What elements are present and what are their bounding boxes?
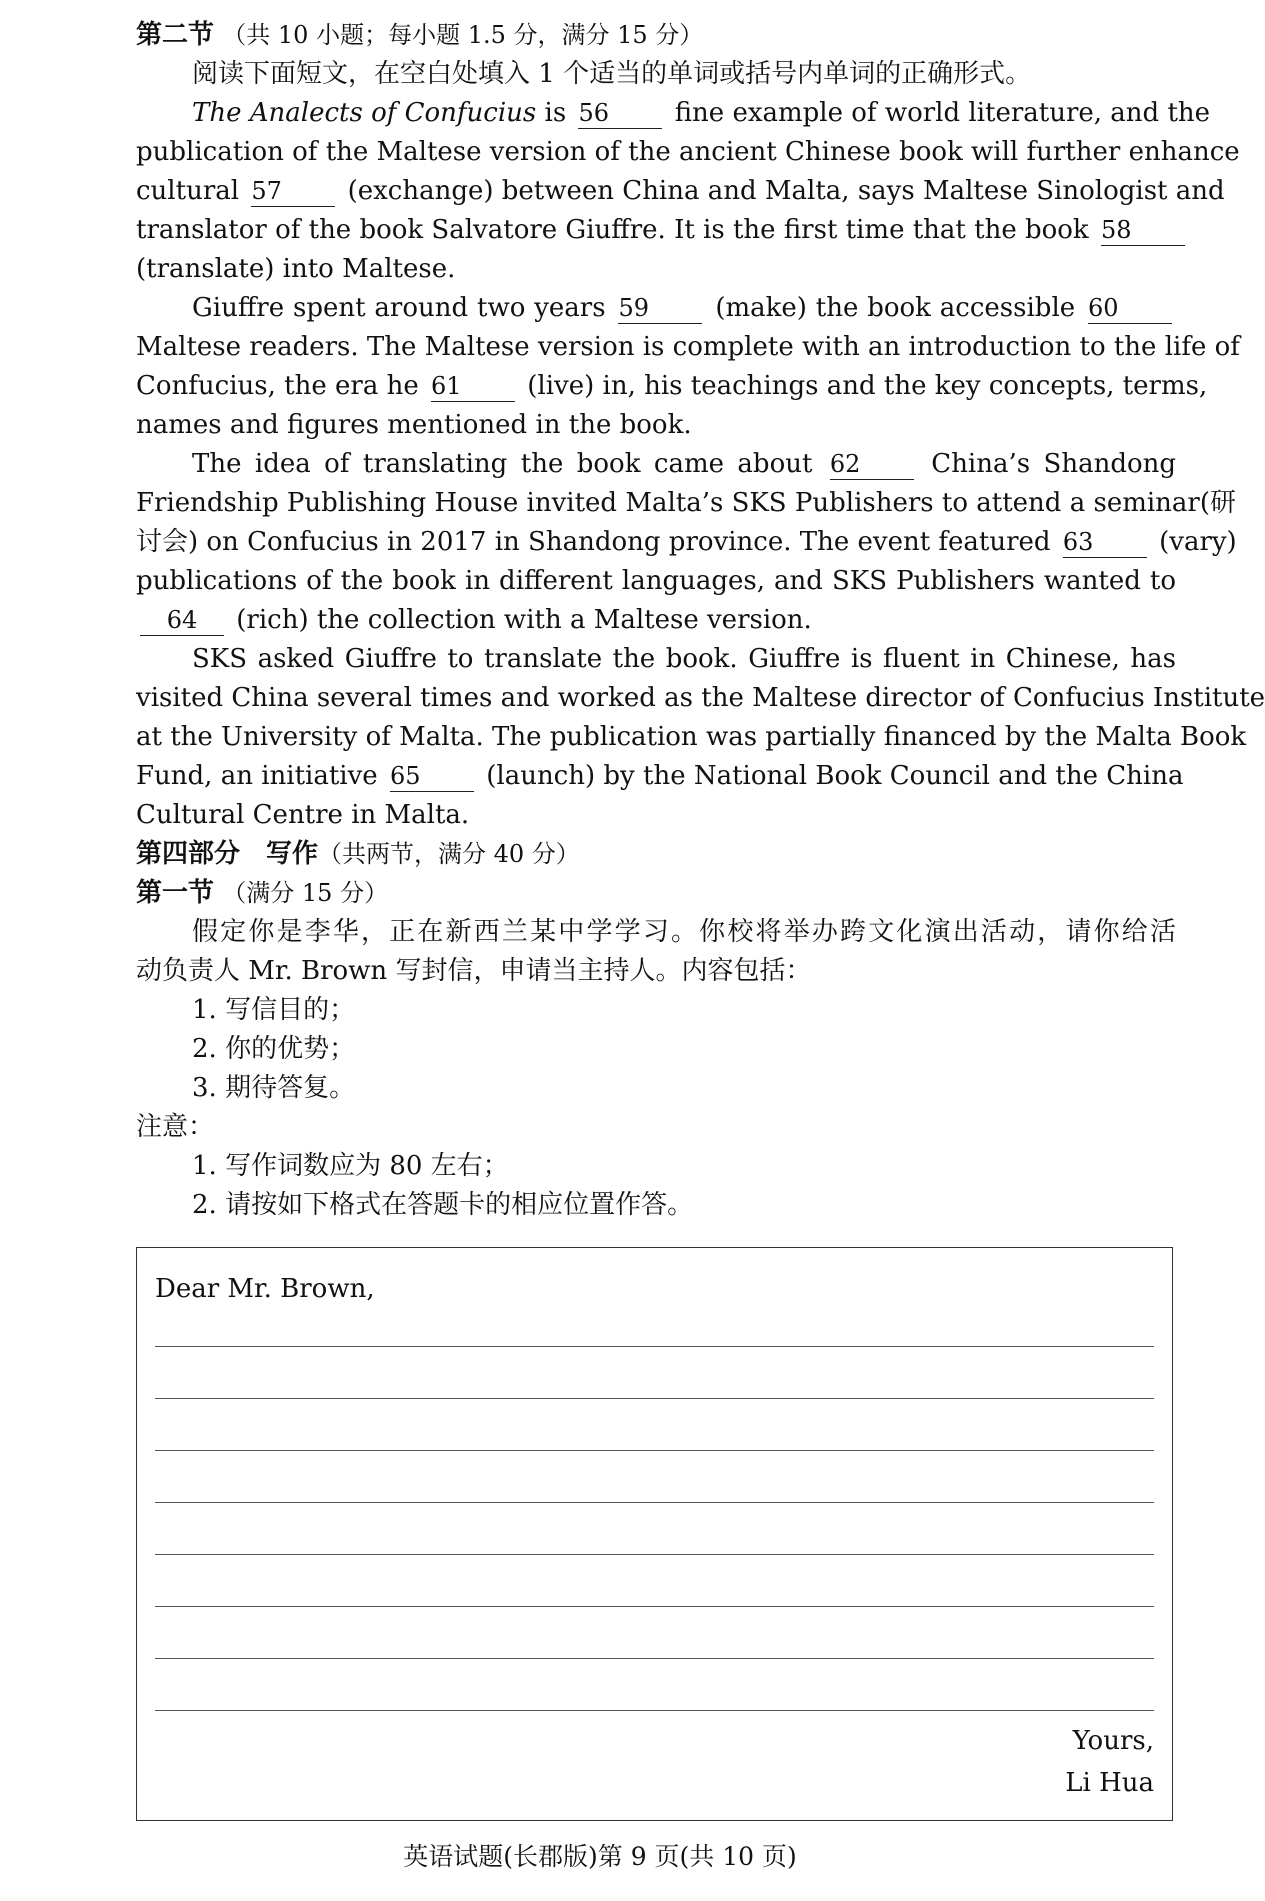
- content-item: 3. 期待答复。: [192, 1073, 356, 1103]
- book-title: The Analects of Confucius: [192, 98, 537, 128]
- writing-line[interactable]: [155, 1398, 1154, 1399]
- notice-label: 注意：: [136, 1112, 215, 1142]
- writing-line[interactable]: [155, 1450, 1154, 1451]
- writing-line[interactable]: [155, 1554, 1154, 1555]
- letter-signature: Li Hua: [1065, 1768, 1154, 1798]
- writing-prompt: 动负责人 Mr. Brown 写封信，申请当主持人。内容包括：: [136, 956, 812, 986]
- blank-63: 63: [1063, 527, 1147, 558]
- section2-heading-note: （共 10 小题；每小题 1.5 分，满分 15 分）: [222, 21, 704, 49]
- writing-line[interactable]: [155, 1710, 1154, 1711]
- blank-59: 59: [618, 293, 702, 324]
- part4-heading: 第四部分 写作: [136, 839, 319, 869]
- section1-heading-note: （满分 15 分）: [222, 879, 389, 907]
- writing-line[interactable]: [155, 1658, 1154, 1659]
- blank-65: 65: [390, 761, 474, 792]
- passage-line: Cultural Centre in Malta.: [136, 800, 470, 830]
- section1-heading-line: [136, 874, 1176, 913]
- section1-heading: 第一节: [136, 878, 215, 908]
- exam-page: [136, 16, 1265, 1225]
- passage-line: Maltese readers. The Maltese version is complete with an introduction to the life of: [136, 332, 1240, 362]
- passage-line: publications of the book in different languages, and SKS Publishers wanted to: [136, 566, 1176, 596]
- part4-heading-line: [136, 835, 1176, 874]
- section2-heading: 第二节: [136, 20, 215, 50]
- page-footer: 英语试题(长郡版)第 9 页(共 10 页): [403, 1842, 797, 1871]
- passage-line: visited China several times and worked as the Maltese director of Confucius Institute: [136, 683, 1265, 713]
- content-item: 1. 写信目的；: [192, 995, 356, 1025]
- content-item: 2. 你的优势；: [192, 1034, 356, 1064]
- writing-prompt: 假定你是李华，正在新西兰某中学学习。你校将举办跨文化演出活动，请你给活: [192, 917, 1176, 947]
- blank-64: 64: [140, 605, 224, 636]
- notice-item: 1. 写作词数应为 80 左右；: [192, 1151, 509, 1181]
- passage-line: (translate) into Maltese.: [136, 254, 456, 284]
- blank-58: 58: [1101, 215, 1185, 246]
- letter-greeting: Dear Mr. Brown,: [155, 1274, 375, 1304]
- blank-62: 62: [830, 449, 914, 480]
- blank-57: 57: [251, 176, 335, 207]
- passage-line: names and figures mentioned in the book.: [136, 410, 692, 440]
- passage-line: 讨会) on Confucius in 2017 in Shandong province. The event featured 63 (vary): [136, 527, 1237, 557]
- passage-line: The idea of translating the book came about 62 China’s Shandong: [192, 449, 1177, 479]
- blank-56: 56: [578, 98, 662, 129]
- passage-line: publication of the Maltese version of the ancient Chinese book will further enhance: [136, 137, 1240, 167]
- letter-closing: Yours,: [1072, 1726, 1154, 1756]
- writing-line[interactable]: [155, 1606, 1154, 1607]
- passage-line: SKS asked Giuffre to translate the book. Giuffre is fluent in Chinese, has: [192, 644, 1176, 674]
- notice-item: 2. 请按如下格式在答题卡的相应位置作答。: [192, 1190, 694, 1220]
- writing-line[interactable]: [155, 1502, 1154, 1503]
- answer-box: [136, 1247, 1173, 1821]
- section2-instruction: 阅读下面短文，在空白处填入 1 个适当的单词或括号内单词的正确形式。: [192, 59, 1032, 89]
- part4-heading-note: （共两节，满分 40 分）: [318, 840, 580, 868]
- section2-heading-line: [136, 16, 1176, 55]
- passage-line: 64 (rich) the collection with a Maltese version.: [136, 601, 1176, 640]
- passage-line: Fund, an initiative 65 (launch) by the National Book Council and the China: [136, 761, 1184, 791]
- writing-line[interactable]: [155, 1346, 1154, 1347]
- passage-line: The Analects of Confucius is 56 fine example of world literature, and the: [192, 98, 1211, 128]
- passage-line: cultural 57 (exchange) between China and Malta, says Maltese Sinologist and: [136, 176, 1225, 206]
- passage-line: translator of the book Salvatore Giuffre. It is the first time that the book 58: [136, 211, 1176, 250]
- passage-line: Giuffre spent around two years 59 (make) the book accessible 60: [136, 289, 1176, 328]
- blank-61: 61: [431, 371, 515, 402]
- passage-line: Friendship Publishing House invited Malta’s SKS Publishers to attend a seminar(研: [136, 488, 1236, 518]
- blank-60: 60: [1088, 293, 1172, 324]
- passage-line: Confucius, the era he 61 (live) in, his teachings and the key concepts, terms,: [136, 371, 1208, 401]
- passage-line: at the University of Malta. The publication was partially financed by the Malta Book: [136, 722, 1247, 752]
